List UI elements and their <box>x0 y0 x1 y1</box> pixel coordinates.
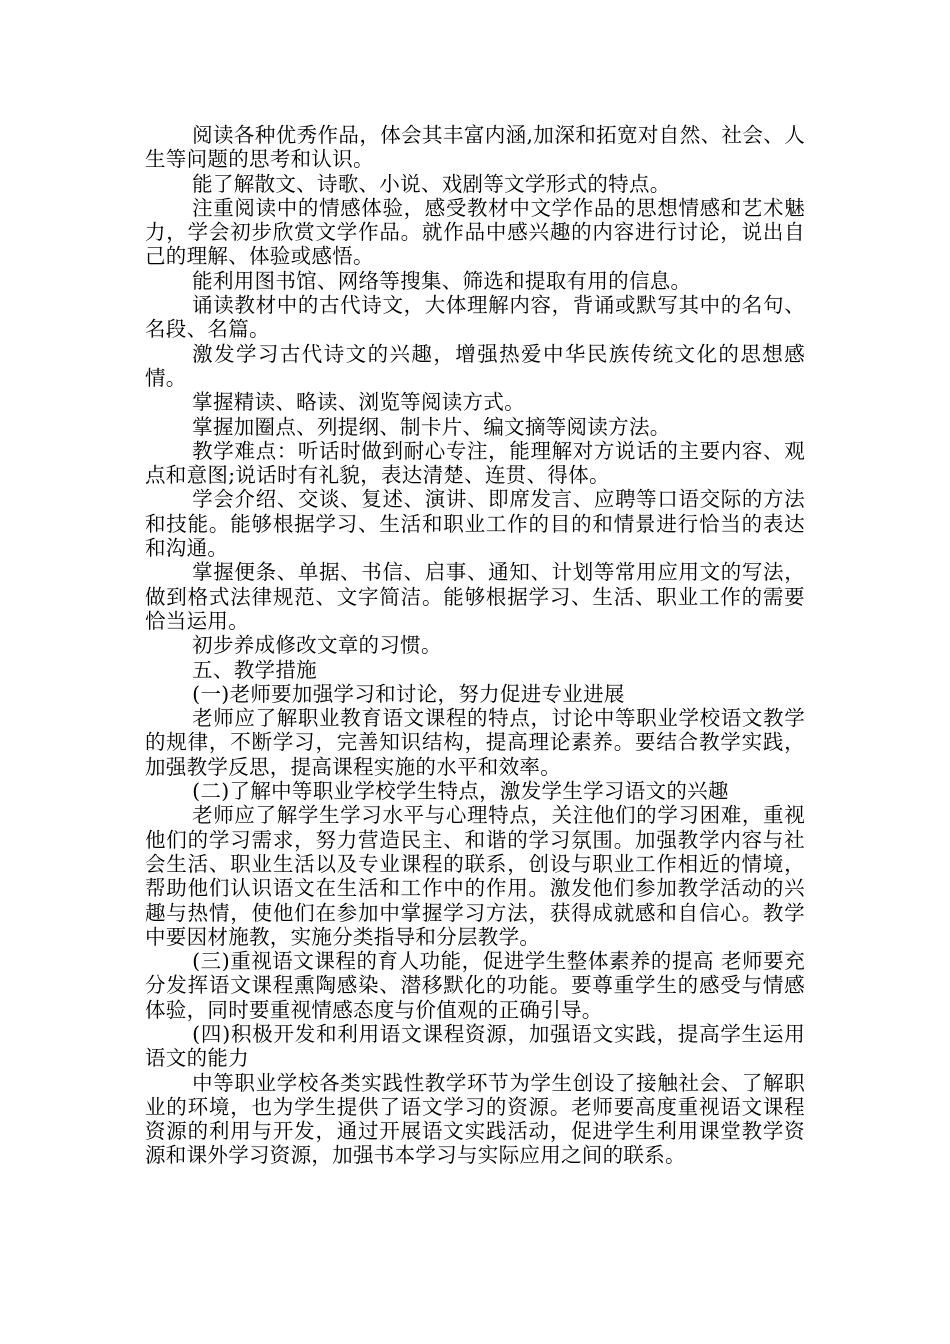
paragraph: 初步养成修改文章的习惯。 <box>192 633 442 658</box>
paragraph: 老师应了解学生学习水平与心理特点，关注他们的学习困难，重视他们的学习需求，努力营造民主、和谐的学习氛围。加强教学内容与社会生活、职业生活以及专业课程的联系，创设与职业工作相近的情境，帮助他们认识语文在生活和工作中的作用。激发他们参加教学活动的兴趣与热情，使他们在参加中掌握学习方法，获得成就感和自信心。教学中要因材施教，实施分类指导和分层教学。 <box>145 803 805 949</box>
paragraph: 能利用图书馆、网络等搜集、筛选和提取有用的信息。 <box>192 268 692 293</box>
paragraph: 激发学习古代诗文的兴趣，增强热爱中华民族传统文化的思想感情。 <box>145 341 805 390</box>
paragraph: 注重阅读中的情感体验，感受教材中文学作品的思想情感和艺术魅力，学会初步欣赏文学作品。就作品中感兴趣的内容进行讨论，说出自己的理解、体验或感悟。 <box>145 195 805 269</box>
paragraph: 中等职业学校各类实践性教学环节为学生创设了接触社会、了解职业的环境，也为学生提供了语文学习的资源。老师要高度重视语文课程资源的利用与开发，通过开展语文实践活动，促进学生利用课堂教学资源和课外学习资源，加强书本学习与实际应用之间的联系。 <box>145 1070 805 1168</box>
subsection-heading: (二)了解中等职业学校学生特点，激发学生学习语文的兴趣 <box>192 779 729 804</box>
subsection-heading: (一)老师要加强学习和讨论，努力促进专业进展 <box>192 681 625 706</box>
section-heading: 五、教学措施 <box>192 657 317 682</box>
paragraph: 掌握加圈点、列提纲、制卡片、编文摘等阅读方法。 <box>192 414 671 439</box>
paragraph: 阅读各种优秀作品，体会其丰富内涵,加深和拓宽对自然、社会、人生等问题的思考和认识。 <box>145 123 805 172</box>
paragraph: 掌握精读、略读、浏览等阅读方式。 <box>192 390 525 415</box>
paragraph: 掌握便条、单据、书信、启事、通知、计划等常用应用文的写法，做到格式法律规范、文字简洁。能够根据学习、生活、职业工作的需要恰当运用。 <box>145 560 805 633</box>
paragraph: (三)重视语文课程的育人功能，促进学生整体素养的提高 老师要充分发挥语文课程熏陶感染、潜移默化的功能。要尊重学生的感受与情感体验，同时要重视情感态度与价值观的正确引导。 <box>145 949 805 1022</box>
paragraph: 诵读教材中的古代诗文，大体理解内容，背诵或默写其中的名句、名段、名篇。 <box>145 293 805 342</box>
subsection-heading: (四)积极开发和利用语文课程资源，加强语文实践，提高学生运用语文的能力 <box>145 1021 805 1071</box>
paragraph: 老师应了解职业教育语文课程的特点，讨论中等职业学校语文教学的规律，不断学习，完善知识结构，提高理论素养。要结合教学实践，加强教学反思，提高课程实施的水平和效率。 <box>145 706 805 779</box>
document-body <box>145 123 805 1168</box>
paragraph: 教学难点：听话时做到耐心专注，能理解对方说话的主要内容、观点和意图;说话时有礼貌，表达清楚、连贯、得体。 <box>145 438 805 488</box>
paragraph: 能了解散文、诗歌、小说、戏剧等文学形式的特点。 <box>192 171 671 196</box>
paragraph: 学会介绍、交谈、复述、演讲、即席发言、应聘等口语交际的方法和技能。能够根据学习、生活和职业工作的目的和情景进行恰当的表达和沟通。 <box>145 487 805 561</box>
